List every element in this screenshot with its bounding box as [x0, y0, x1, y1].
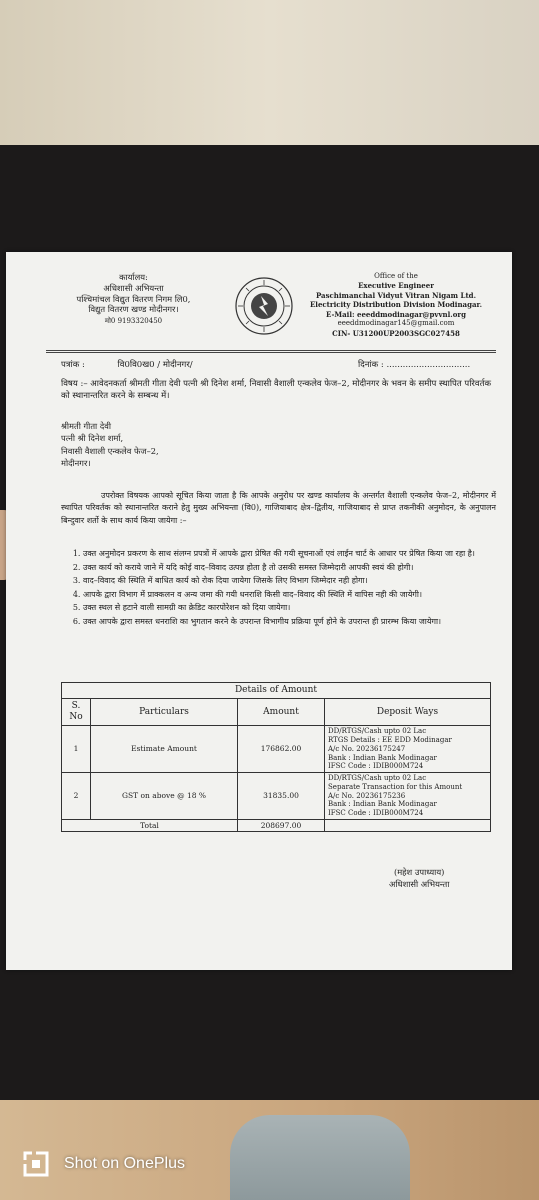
condition-item: 4. आपके द्वारा विभाग में प्राक्कलन व अन्य जमा की गयी धनराशि किसी वाद–विवाद की स्थिति में वापिस नही की जायेगी। — [83, 589, 523, 601]
header-left-line1: कार्यालय: — [119, 272, 148, 282]
header-right-line4: Electricity Distribution Division Modinagar. — [309, 300, 483, 310]
watermark-text: Shot on OnePlus — [64, 1155, 185, 1172]
cell-particulars: GST on above @ 18 % — [91, 773, 238, 820]
condition-item: 5. उक्त स्थल से हटाने वाली सामग्री का क्रेडिट कारपोरेशन को दिया जायेगा। — [83, 602, 523, 614]
header-left-line2: अधिशासी अभियन्ता — [103, 282, 164, 293]
person-sleeve — [230, 1115, 410, 1200]
table-total-row — [62, 819, 491, 831]
total-empty-cell — [325, 819, 491, 831]
deposit-line: DD/RTGS/Cash upto 02 Lac — [328, 727, 427, 736]
header-divider — [46, 350, 496, 351]
table-title: Details of Amount — [62, 683, 491, 699]
date-field — [358, 360, 470, 371]
cell-amount: 31835.00 — [238, 773, 325, 820]
deposit-line: DD/RTGS/Cash upto 02 Lac — [328, 774, 427, 782]
company-seal-icon — [234, 276, 294, 336]
table-row — [62, 726, 491, 773]
body-paragraph: उपरोक्त विषयक आपको सूचित किया जाता है कि आपके अनुरोध पर खण्ड कार्यालय के अन्तर्गत वैशाली एन्कलेव फेज–2, मोदीनगर में स्थापित परिवर्तक को स्थानान्तरित कराने हेतु मुख्य अभियन्ता (वि0), गाजियाबाद क्षेत्र–द्वितीय, गाजियाबाद से प्राप्त तकनीकी अनुमोदन, के अनुपालन बिन्दुवार शर्तो के साथ कार्य किया जायेगा :– — [61, 491, 496, 525]
header-right-line2: Executive Engineer — [358, 281, 434, 291]
background-top-wall — [0, 0, 539, 150]
deposit-line: IFSC Code : IDIB000M724 — [328, 762, 424, 771]
col-header-sno: S. No — [62, 699, 91, 726]
header-right-line3: Paschimanchal Vidyut Vitran Nigam Ltd. — [315, 290, 477, 300]
col-header-deposit: Deposit Ways — [325, 699, 491, 726]
reference-label: पत्रांक : — [61, 360, 85, 370]
header-left-mobile: मो0 9193320450 — [104, 317, 163, 326]
condition-item: 3. वाद–विवाद की स्थिति में बाधित कार्य को रोक दिया जायेगा जिसके लिए विभाग जिम्मेदार नही होगा। — [83, 575, 523, 587]
header-left-hindi — [46, 272, 221, 326]
reference-value: वि0वि0ख0 / मोदीनगर/ — [117, 360, 193, 370]
cell-particulars: Estimate Amount — [91, 726, 238, 773]
cell-deposit — [325, 773, 491, 820]
camera-watermark — [22, 1150, 185, 1178]
condition-item: 2. उक्त कार्य को कराये जाने में यदि कोई वाद–विवाद उत्पन्न होता है तो उसकी समस्त जिम्मेदारी आपकी स्वयं की होगी। — [83, 562, 523, 574]
deposit-line: Separate Transaction for this Amount — [328, 782, 463, 791]
header-left-line4: विद्युत वितरण खण्ड मोदीनगर। — [88, 304, 179, 315]
date-blank-line: ............................... — [386, 360, 471, 370]
deposit-line: A/c No. 20236175236 — [328, 791, 406, 800]
condition-item: 1. उक्त अनुमोदन प्रकरण के साथ संलग्न प्रपत्रों में आपके द्वारा प्रेषित की गयी सूचनाओं एवं लाईन चार्ट के आधार पर प्रेषित किया जा रहा है। — [83, 548, 523, 560]
signatory-name: (महेश उपाध्याय) — [393, 867, 445, 877]
table-row — [62, 773, 491, 820]
cell-sno: 2 — [62, 773, 91, 820]
deposit-line: Bank : Indian Bank Modinagar — [328, 753, 437, 762]
header-right-cin: CIN- U31200UP2003SGC027458 — [332, 328, 460, 338]
reference-number — [61, 360, 193, 371]
deposit-line: RTGS Details : EE EDD Modinagar — [328, 736, 452, 744]
deposit-line: A/c No. 20236175247 — [328, 744, 406, 753]
signatory-designation: अधिशासी अभियन्ता — [389, 879, 450, 890]
cell-deposit — [325, 726, 491, 773]
deposit-line: Bank : Indian Bank Modinagar — [328, 800, 437, 809]
amount-details-table — [61, 682, 491, 832]
header-right-email1: E-Mail: eeeddmodinagar@pvvnl.org — [326, 309, 466, 319]
condition-item: 6. उक्त आपके द्वारा समस्त धनराशि का भुगतान करने के उपरान्त विभागीय प्रक्रिया पूर्ण होने के उपरान्त ही प्रारम्भ किया जायेगा। — [83, 616, 523, 628]
total-label: Total — [62, 819, 238, 831]
date-label: दिनांक : — [358, 360, 384, 370]
header-right-email2: eeeddmodinagar145@gmail.com — [337, 319, 455, 328]
signature-block — [389, 866, 449, 891]
address-line2: पत्नी श्री दिनेश शर्मा, — [61, 433, 124, 444]
deposit-line: IFSC Code : IDIB000M724 — [328, 809, 424, 817]
header-left-line3: पश्चिमांचल विद्युत वितरण निगम लि0, — [76, 293, 191, 304]
header-right-english — [306, 272, 486, 338]
col-header-amount: Amount — [238, 699, 325, 726]
cell-amount: 176862.00 — [238, 726, 325, 773]
letter-paper — [6, 252, 512, 970]
cell-sno: 1 — [62, 726, 91, 773]
conditions-list — [61, 548, 523, 630]
address-line1: श्रीमती गीता देवी — [61, 421, 112, 431]
recipient-address — [61, 420, 261, 470]
subject-line: विषय :– आवेदनकर्ता श्रीमती गीता देवी पत्नी श्री दिनेश शर्मा, निवासी वैशाली एन्कलेव फेज–2, मोदीनगर के भवन के समीप स्थापित परिवर्तक को स्थानान्तरित करने के सम्बन्ध में। — [61, 379, 492, 402]
address-line4: मोदीनगर। — [61, 458, 91, 469]
col-header-particulars: Particulars — [91, 699, 238, 726]
total-amount: 208697.00 — [238, 819, 325, 831]
address-line3: निवासी वैशाली एन्कलेव फेज–2, — [61, 445, 159, 456]
oneplus-logo-icon — [22, 1150, 50, 1178]
header-right-line1: Office of the — [374, 272, 418, 280]
header-divider-2 — [46, 352, 496, 353]
